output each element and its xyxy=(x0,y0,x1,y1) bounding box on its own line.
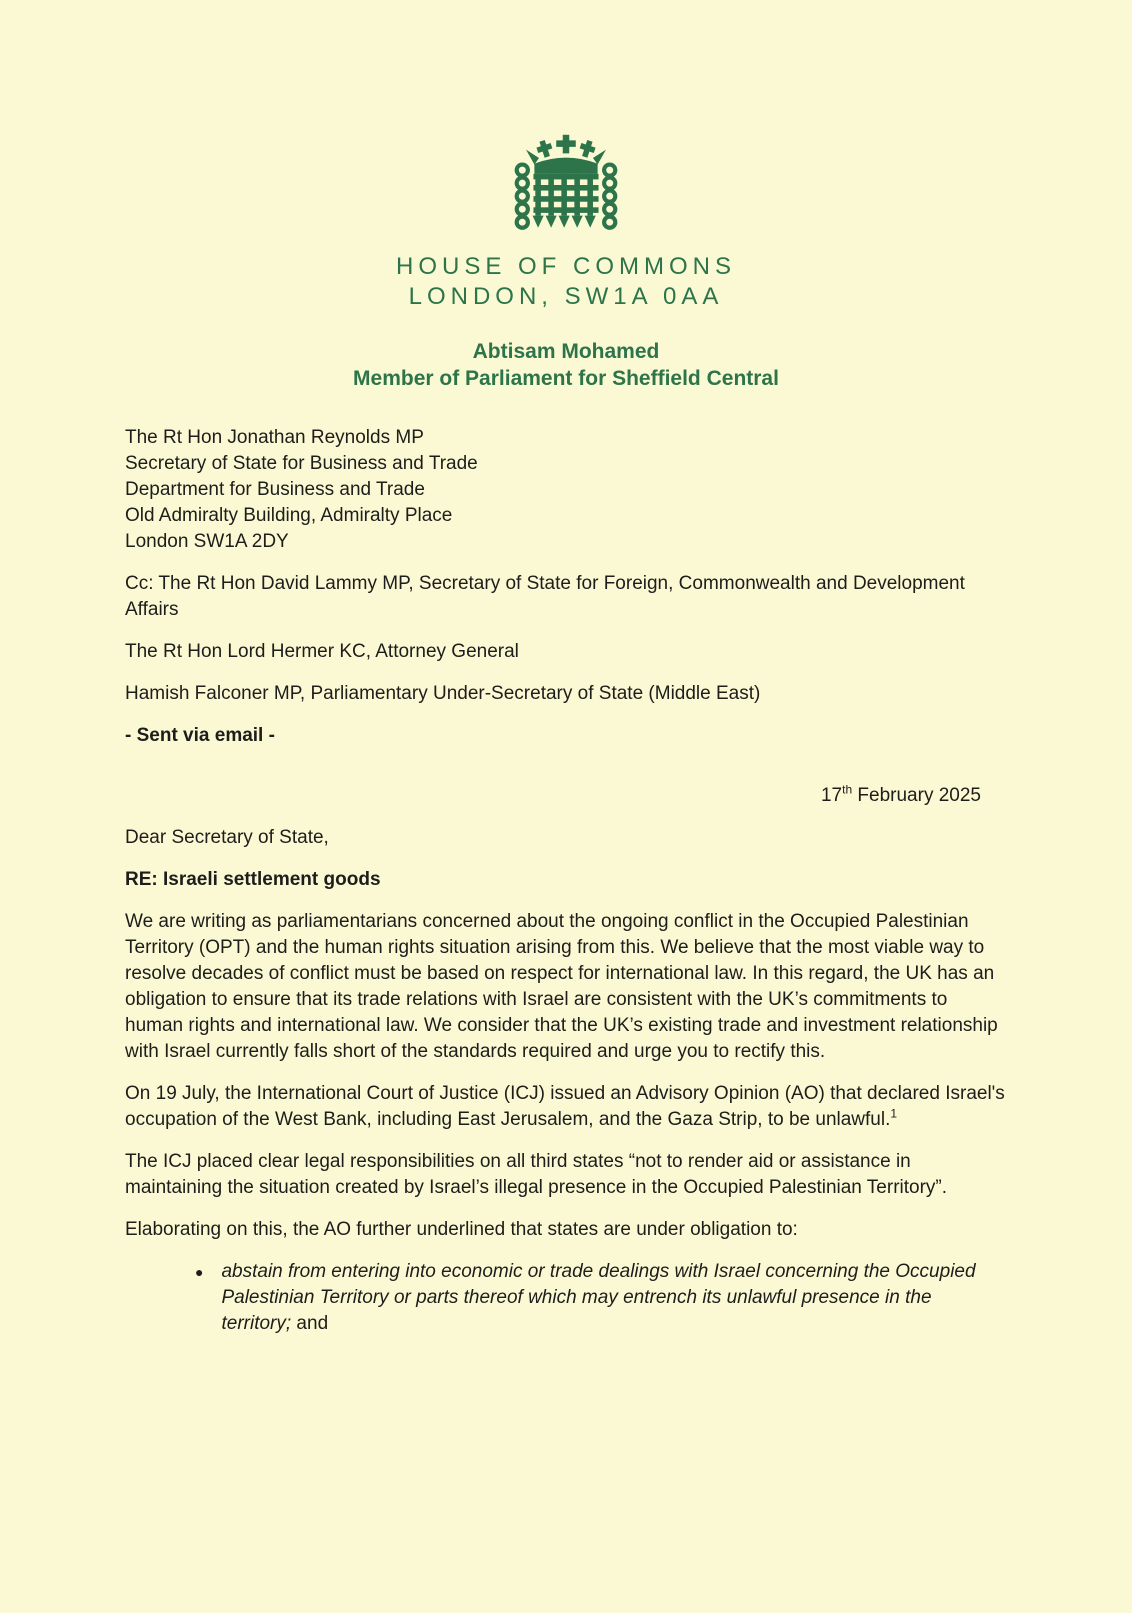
recipient-address-line: London SW1A 2DY xyxy=(125,531,289,552)
subject-line: RE: Israeli settlement goods xyxy=(125,869,381,890)
mp-role: Member of Parliament for Sheffield Central xyxy=(353,367,779,390)
list-item xyxy=(195,1259,985,1337)
date-rest: February 2025 xyxy=(852,785,981,806)
letter-body xyxy=(125,425,1005,1337)
recipient-address xyxy=(125,425,1005,555)
cc-line: Hamish Falconer MP, Parliamentary Under-Secretary of State (Middle East) xyxy=(125,683,761,704)
bullet-text xyxy=(221,1259,985,1337)
mp-name: Abtisam Mohamed xyxy=(472,340,660,363)
cc-line: Cc: The Rt Hon David Lammy MP, Secretary of State for Foreign, Commonwealth and Development Affairs xyxy=(125,573,965,620)
footnote-ref: 1 xyxy=(890,1106,898,1121)
delivery-note: - Sent via email - xyxy=(125,725,275,746)
recipient-address-line: The Rt Hon Jonathan Reynolds MP xyxy=(125,427,424,448)
org-address: LONDON, SW1A 0AA xyxy=(408,283,724,310)
crowned-portcullis-icon xyxy=(509,132,623,238)
recipient-address-line: Secretary of State for Business and Trade xyxy=(125,453,478,474)
cc-line: The Rt Hon Lord Hermer KC, Attorney General xyxy=(125,641,519,662)
paragraph-text: On 19 July, the International Court of Justice (ICJ) issued an Advisory Opinion (AO) that declared Israel's occupation of the West Bank, including East Jerusalem, and the Gaza Strip, to be unlawful. xyxy=(125,1083,1005,1130)
letter-date xyxy=(125,783,1005,809)
bullet-list xyxy=(125,1259,1005,1337)
bullet-italic-text: abstain from entering into economic or trade dealings with Israel concerning the Occupied Palestinian Territory or parts thereof which may entrench its unlawful presence in the territory; xyxy=(221,1261,976,1334)
date-ordinal: th xyxy=(842,782,853,797)
bullet-plain-text: and xyxy=(291,1313,329,1334)
body-paragraph: We are writing as parliamentarians concerned about the ongoing conflict in the Occupied Palestinian Territory (OPT) and the human rights situation arising from this. We believe that the most viable way to resolve decades of conflict must be based on respect for international law. In this regard, the UK has an obligation to ensure that its trade relations with Israel are consistent with the UK’s commitments to human rights and international law. We consider that the UK’s existing trade and investment relationship with Israel currently falls short of the standards required and urge you to rectify this. xyxy=(125,911,998,1062)
org-name: HOUSE OF COMMONS xyxy=(395,253,736,280)
recipient-address-line: Old Admiralty Building, Admiralty Place xyxy=(125,505,453,526)
body-paragraph xyxy=(125,1081,1005,1133)
body-paragraph: Elaborating on this, the AO further underlined that states are under obligation to: xyxy=(125,1219,798,1240)
date-day: 17 xyxy=(820,785,843,806)
letterhead xyxy=(0,0,1132,392)
salutation: Dear Secretary of State, xyxy=(125,827,329,848)
bullet-marker: ● xyxy=(195,1264,204,1280)
body-paragraph: The ICJ placed clear legal responsibilities on all third states “not to render aid or assistance in maintaining the situation created by Israel’s illegal presence in the Occupied Palestinian Territory”. xyxy=(125,1151,948,1198)
recipient-address-line: Department for Business and Trade xyxy=(125,479,425,500)
